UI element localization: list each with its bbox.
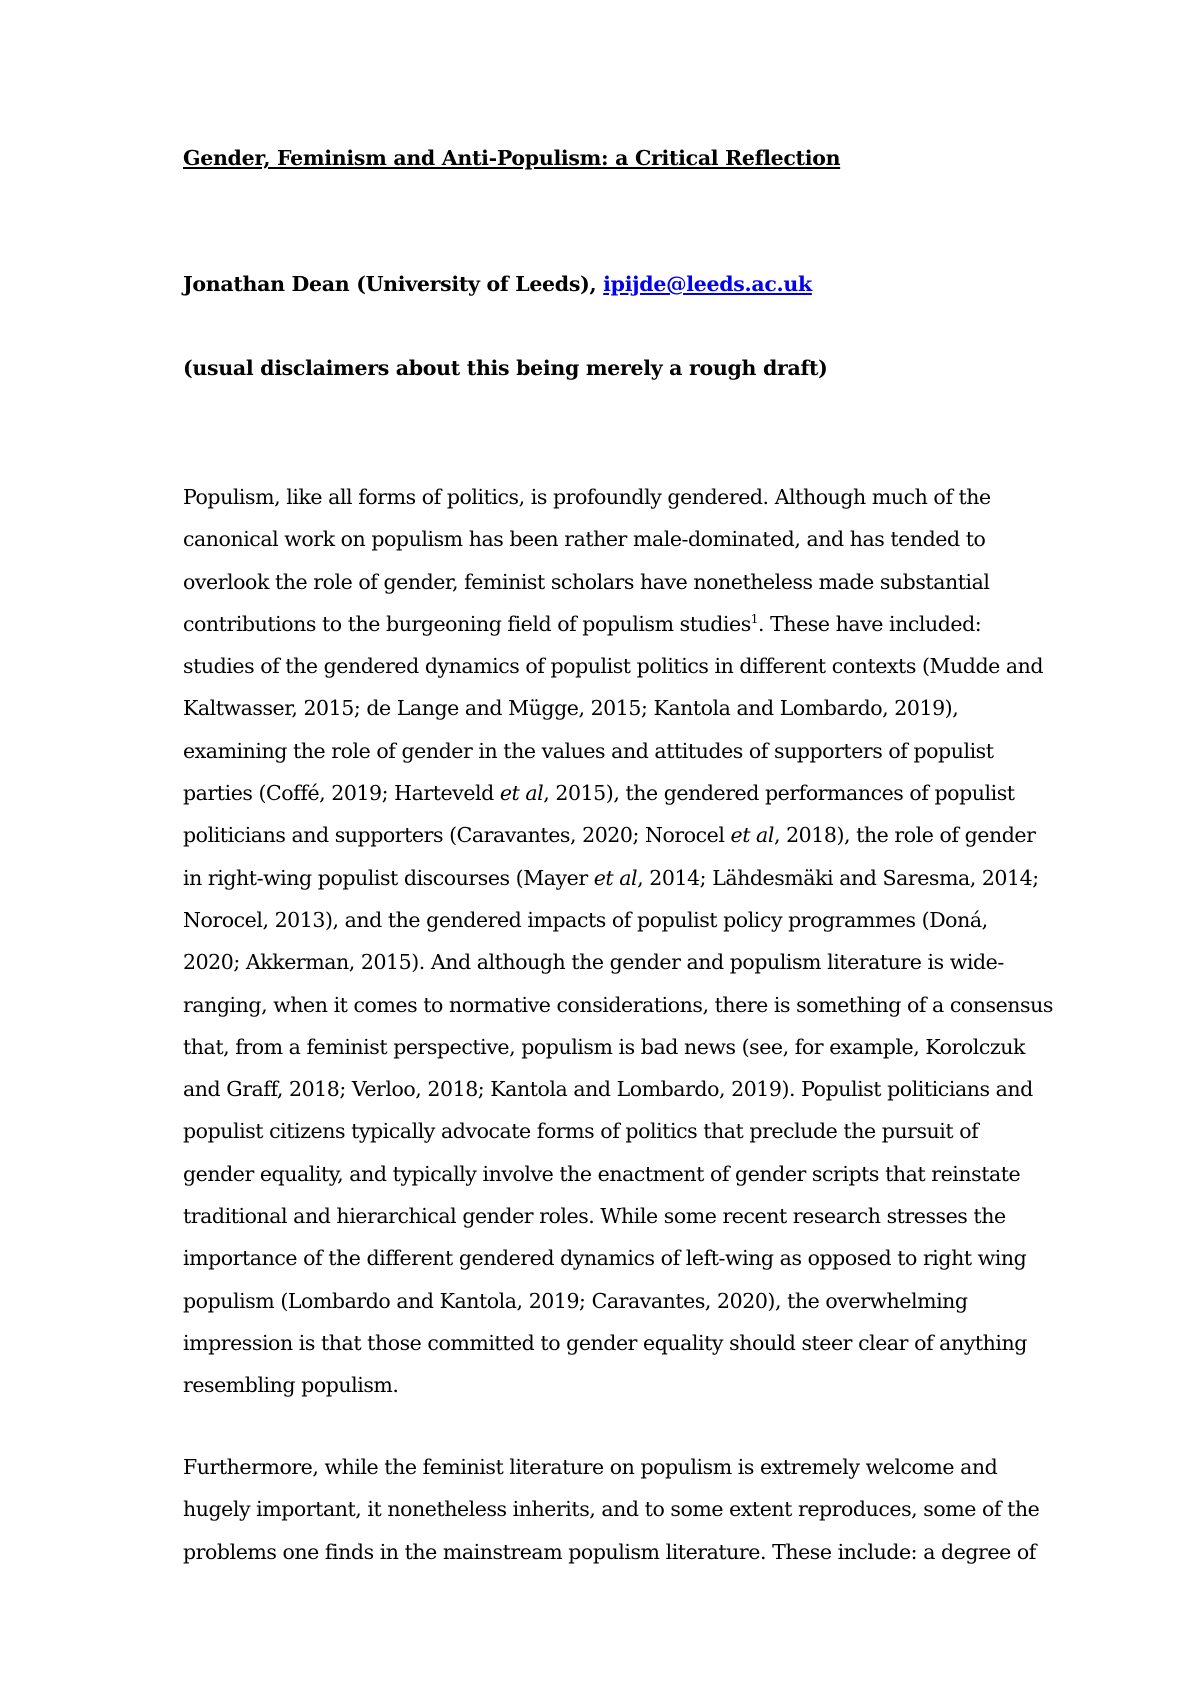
paragraph-line: traditional and hierarchical gender roles. While some recent research stresses the [183,1204,1006,1229]
paragraph-line: Norocel, 2013), and the gendered impacts of populist policy programmes (Doná, [183,907,988,932]
paragraph-line: canonical work on populism has been rather male-dominated, and has tended to [183,527,986,552]
author-email-link[interactable]: ipijde@leeds.ac.uk [603,272,812,296]
italic-citation: et al [593,865,638,890]
paragraph-line: Populism, like all forms of politics, is profoundly gendered. Although much of the [183,485,991,509]
paragraph-line: and Graff, 2018; Verloo, 2018; Kantola and Lombardo, 2019). Populist politicians and [183,1077,1033,1102]
paragraph-line: that, from a feminist perspective, populism is bad news (see, for example, Korolczuk [183,1034,1025,1059]
footnote-marker[interactable]: 1 [750,612,758,627]
paragraph-line: hugely important, it nonetheless inherits, and to some extent reproduces, some of the [183,1497,1040,1522]
paragraph-line: populist citizens typically advocate forms of politics that preclude the pursuit of [183,1119,979,1144]
paragraph-line: populism (Lombardo and Kantola, 2019; Caravantes, 2020), the overwhelming [183,1288,968,1313]
paragraph-line: impression is that those committed to gender equality should steer clear of anything [183,1330,1027,1355]
body-paragraph [183,476,1053,1407]
paragraph-line: overlook the role of gender, feminist scholars have nonetheless made substantial [183,569,990,594]
italic-citation: et al [730,823,774,848]
paragraph-line: 2020; Akkerman, 2015). And although the gender and populism literature is wide- [183,950,1004,975]
italic-citation: et al [499,781,544,806]
body-paragraph [183,1446,1040,1573]
paragraph-line: Furthermore, while the feminist literature on populism is extremely welcome and [183,1455,998,1479]
author-line [183,272,1023,296]
paragraph-line: contributions to the burgeoning field of populism studies$^1$. These have included: [183,611,982,636]
paragraph-line: studies of the gendered dynamics of populist politics in different contexts (Mudde and [183,654,1044,679]
paragraph-line: problems one finds in the mainstream populism literature. These include: a degree of [183,1539,1036,1564]
draft-disclaimer: (usual disclaimers about this being merely a rough draft) [183,356,828,380]
paragraph-line: examining the role of gender in the values and attitudes of supporters of populist [183,738,994,763]
paragraph-line: resembling populism. [183,1373,399,1398]
document-title: Gender, Feminism and Anti-Populism: a Critical Reflection [183,146,841,170]
paragraph-line: importance of the different gendered dynamics of left-wing as opposed to right wing [183,1246,1027,1271]
paragraph-line: parties (Coffé, 2019; Harteveld et al, 2015), the gendered performances of populist [183,781,1015,806]
author-name: Jonathan Dean (University of Leeds), [183,272,597,296]
paragraph-line: ranging, when it comes to normative considerations, there is something of a consensus [183,992,1053,1017]
paragraph-line: in right-wing populist discourses (Mayer et al, 2014; Lähdesmäki and Saresma, 2014; [183,865,1039,890]
paragraph-line: Kaltwasser, 2015; de Lange and Mügge, 2015; Kantola and Lombardo, 2019), [183,696,959,721]
paragraph-line: politicians and supporters (Caravantes, 2020; Norocel et al, 2018), the role of gender [183,823,1036,848]
paragraph-line: gender equality, and typically involve the enactment of gender scripts that reinstate [183,1161,1021,1186]
